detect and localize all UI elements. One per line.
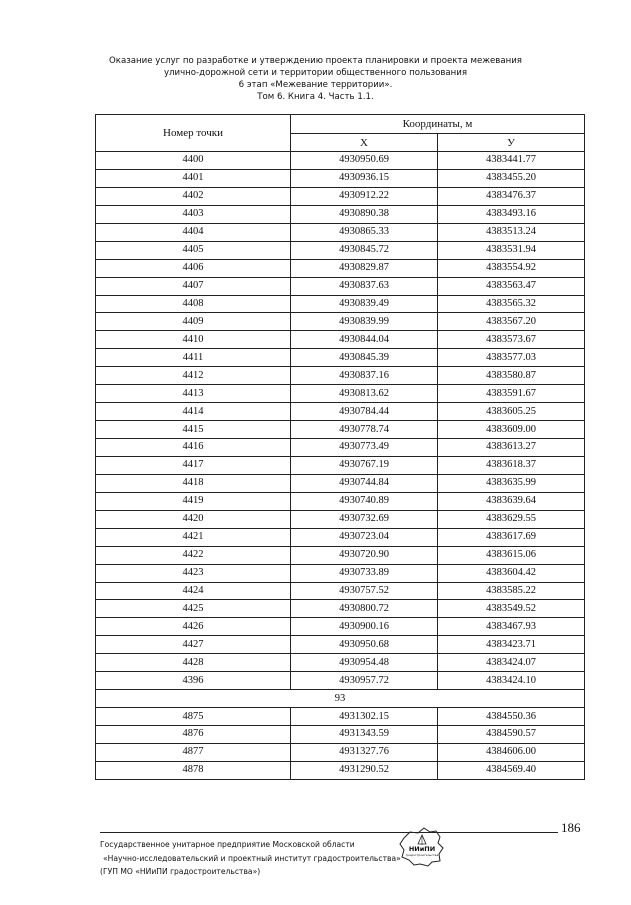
cell-point-number: 4877: [96, 743, 291, 761]
cell-x: 4930950.69: [291, 152, 438, 170]
cell-y: 4383513.24: [438, 223, 585, 241]
cell-point-number: 4420: [96, 510, 291, 528]
cell-y: 4383577.03: [438, 349, 585, 367]
cell-y: 4383635.99: [438, 474, 585, 492]
cell-point-number: 4425: [96, 600, 291, 618]
header-line-2: улично-дорожной сети и территории общественного пользования: [163, 68, 468, 78]
header-line-3: 6 этап «Межевание территории».: [238, 80, 393, 90]
cell-x: 4930865.33: [291, 223, 438, 241]
table-row: [96, 528, 585, 546]
cell-point-number: 4402: [96, 187, 291, 205]
cell-y: 4383455.20: [438, 169, 585, 187]
cell-point-number: 4423: [96, 564, 291, 582]
cell-y: 4383563.47: [438, 277, 585, 295]
cell-x: 4930954.48: [291, 654, 438, 672]
table-row: [96, 600, 585, 618]
table-row: [96, 403, 585, 421]
header-line-4: Том 6. Книга 4. Часть 1.1.: [257, 92, 374, 102]
cell-x: 4930845.39: [291, 349, 438, 367]
table-row: [96, 152, 585, 170]
cell-x: 4930839.99: [291, 313, 438, 331]
cell-point-number: 4409: [96, 313, 291, 331]
cell-y: 4383554.92: [438, 259, 585, 277]
table-row: [96, 169, 585, 187]
table-row: [96, 295, 585, 313]
cell-x: 4930957.72: [291, 672, 438, 690]
cell-y: 4383585.22: [438, 582, 585, 600]
cell-y: 4383467.93: [438, 618, 585, 636]
table-row: [96, 223, 585, 241]
cell-point-number: 4405: [96, 241, 291, 259]
table-row: [96, 564, 585, 582]
cell-x: 4930744.84: [291, 474, 438, 492]
cell-point-number: 4428: [96, 654, 291, 672]
cell-point-number: 4404: [96, 223, 291, 241]
cell-point-number: 4401: [96, 169, 291, 187]
table-body-section: [96, 708, 585, 780]
cell-point-number: 4875: [96, 708, 291, 726]
table-row: [96, 439, 585, 457]
table-row: [96, 241, 585, 259]
footer-line-1: Государственное унитарное предприятие Московской области: [100, 840, 355, 849]
cell-point-number: 4414: [96, 403, 291, 421]
cell-y: 4383613.27: [438, 439, 585, 457]
cell-x: 4930839.49: [291, 295, 438, 313]
cell-y: 4383549.52: [438, 600, 585, 618]
cell-x: 4930845.72: [291, 241, 438, 259]
cell-y: 4383617.69: [438, 528, 585, 546]
table-row: [96, 636, 585, 654]
cell-x: 4930740.89: [291, 492, 438, 510]
cell-point-number: 4426: [96, 618, 291, 636]
cell-y: 4383573.67: [438, 331, 585, 349]
header-line-1: Оказание услуг по разработке и утверждению проекта планировки и проекта межевания: [109, 56, 522, 66]
column-header-point: Номер точки: [96, 115, 291, 152]
table-row: [96, 349, 585, 367]
cell-point-number: 4412: [96, 367, 291, 385]
cell-x: 4930800.72: [291, 600, 438, 618]
cell-point-number: 4407: [96, 277, 291, 295]
cell-x: 4930844.04: [291, 331, 438, 349]
document-footer: [100, 838, 401, 879]
cell-y: 4383424.07: [438, 654, 585, 672]
table-row: [96, 761, 585, 779]
cell-y: 4383629.55: [438, 510, 585, 528]
table-row: [96, 205, 585, 223]
cell-y: 4383604.42: [438, 564, 585, 582]
cell-x: 4930912.22: [291, 187, 438, 205]
cell-point-number: 4415: [96, 421, 291, 439]
table-row: [96, 708, 585, 726]
cell-x: 4930950.68: [291, 636, 438, 654]
cell-x: 4930723.04: [291, 528, 438, 546]
cell-point-number: 4427: [96, 636, 291, 654]
cell-y: 4383615.06: [438, 546, 585, 564]
section-row: [96, 690, 585, 708]
table-row: [96, 582, 585, 600]
table-row: [96, 672, 585, 690]
cell-y: 4383565.32: [438, 295, 585, 313]
table-row: [96, 421, 585, 439]
cell-point-number: 4417: [96, 456, 291, 474]
cell-y: 4383424.10: [438, 672, 585, 690]
cell-y: 4384590.57: [438, 726, 585, 744]
institute-logo: [398, 824, 446, 868]
cell-x: 4930778.74: [291, 421, 438, 439]
cell-point-number: 4410: [96, 331, 291, 349]
cell-point-number: 4408: [96, 295, 291, 313]
cell-x: 4930732.69: [291, 510, 438, 528]
cell-x: 4931302.15: [291, 708, 438, 726]
table-row: [96, 618, 585, 636]
logo-text: НИиПИ: [408, 845, 436, 853]
cell-x: 4930720.90: [291, 546, 438, 564]
cell-x: 4930767.19: [291, 456, 438, 474]
cell-point-number: 4403: [96, 205, 291, 223]
cell-y: 4383441.77: [438, 152, 585, 170]
cell-y: 4383531.94: [438, 241, 585, 259]
cell-point-number: 4418: [96, 474, 291, 492]
table-row: [96, 331, 585, 349]
coordinates-table: [95, 114, 585, 780]
document-header: [0, 55, 631, 103]
table-body: [96, 152, 585, 690]
cell-x: 4930784.44: [291, 403, 438, 421]
column-header-x: X: [291, 134, 438, 152]
footer-divider: [100, 832, 558, 833]
footer-line-2: «Научно-исследовательский и проектный институт градостроительства»: [103, 853, 401, 863]
cell-point-number: 4419: [96, 492, 291, 510]
cell-x: 4930837.16: [291, 367, 438, 385]
cell-point-number: 4416: [96, 439, 291, 457]
cell-point-number: 4396: [96, 672, 291, 690]
cell-x: 4930733.89: [291, 564, 438, 582]
table-row: [96, 259, 585, 277]
table-row: [96, 187, 585, 205]
cell-y: 4383493.16: [438, 205, 585, 223]
cell-y: 4383580.87: [438, 367, 585, 385]
cell-point-number: 4400: [96, 152, 291, 170]
cell-point-number: 4411: [96, 349, 291, 367]
cell-x: 4931343.59: [291, 726, 438, 744]
section-label: 93: [96, 690, 585, 708]
page-number: 186: [561, 820, 581, 835]
table-row: [96, 456, 585, 474]
cell-point-number: 4413: [96, 385, 291, 403]
table-row: [96, 385, 585, 403]
cell-x: 4930936.15: [291, 169, 438, 187]
cell-point-number: 4422: [96, 546, 291, 564]
table-row: [96, 546, 585, 564]
table-row: [96, 474, 585, 492]
cell-y: 4383423.71: [438, 636, 585, 654]
cell-x: 4930813.62: [291, 385, 438, 403]
cell-x: 4930757.52: [291, 582, 438, 600]
cell-x: 4930900.16: [291, 618, 438, 636]
cell-point-number: 4424: [96, 582, 291, 600]
cell-y: 4383591.67: [438, 385, 585, 403]
table-row: [96, 492, 585, 510]
table-row: [96, 743, 585, 761]
cell-x: 4931327.76: [291, 743, 438, 761]
cell-x: 4930773.49: [291, 439, 438, 457]
logo-subtext: градостроительства: [405, 853, 439, 857]
cell-point-number: 4406: [96, 259, 291, 277]
table-row: [96, 277, 585, 295]
cell-y: 4383476.37: [438, 187, 585, 205]
cell-y: 4383618.37: [438, 456, 585, 474]
cell-y: 4384550.36: [438, 708, 585, 726]
column-header-y: У: [438, 134, 585, 152]
cell-x: 4931290.52: [291, 761, 438, 779]
footer-line-3: (ГУП МО «НИиПИ градостроительства»): [100, 867, 261, 876]
cell-y: 4383639.64: [438, 492, 585, 510]
cell-y: 4383605.25: [438, 403, 585, 421]
cell-point-number: 4421: [96, 528, 291, 546]
cell-y: 4384606.00: [438, 743, 585, 761]
cell-y: 4383609.00: [438, 421, 585, 439]
cell-point-number: 4878: [96, 761, 291, 779]
table-row: [96, 510, 585, 528]
table-row: [96, 367, 585, 385]
table-row: [96, 654, 585, 672]
cell-point-number: 4876: [96, 726, 291, 744]
cell-x: 4930890.38: [291, 205, 438, 223]
cell-y: 4384569.40: [438, 761, 585, 779]
column-header-coordinates: Координаты, м: [291, 115, 585, 134]
table-row: [96, 726, 585, 744]
table-row: [96, 313, 585, 331]
cell-y: 4383567.20: [438, 313, 585, 331]
cell-x: 4930837.63: [291, 277, 438, 295]
cell-x: 4930829.87: [291, 259, 438, 277]
